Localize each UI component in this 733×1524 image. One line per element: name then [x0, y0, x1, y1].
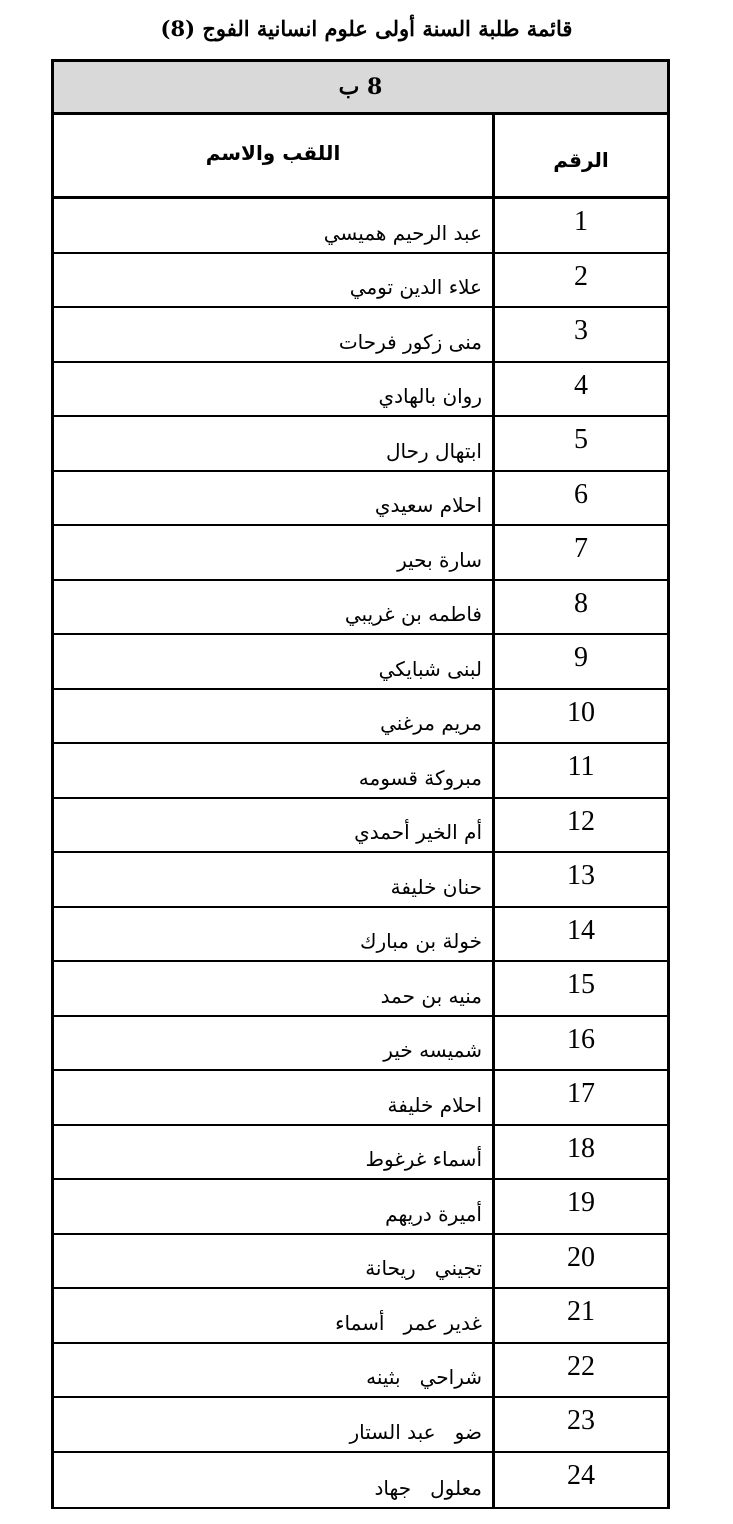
table-row [54, 1126, 667, 1181]
table-row [54, 1344, 667, 1399]
student-name: شراحي بثينه [366, 1365, 482, 1389]
table-row [54, 581, 667, 636]
student-name: علاء الدين تومي [349, 275, 482, 299]
student-number: 4 [492, 363, 667, 416]
student-number: 22 [492, 1344, 667, 1397]
table-row [54, 308, 667, 363]
student-name: لبنى شبايكي [378, 656, 482, 681]
table-row [54, 526, 667, 581]
student-name: ضو عبد الستار [349, 1419, 482, 1444]
student-name: غدير عمر أسماء [335, 1310, 482, 1335]
table-row [54, 363, 667, 418]
table-row [54, 635, 667, 690]
table-row [54, 908, 667, 963]
table-row [54, 254, 667, 309]
table-row [54, 1180, 667, 1235]
student-number: 9 [492, 635, 667, 688]
column-header-number: الرقم [492, 115, 667, 196]
student-name: مريم مرغني [380, 711, 482, 735]
student-number: 1 [492, 199, 667, 252]
student-name: حنان خليفة [390, 874, 482, 899]
group-header: 8 ب [54, 62, 667, 115]
student-number: 16 [492, 1017, 667, 1070]
student-name: احلام خليفة [387, 1092, 482, 1117]
student-number: 11 [492, 744, 667, 797]
student-number: 19 [492, 1180, 667, 1233]
table-row [54, 962, 667, 1017]
table-row [54, 417, 667, 472]
student-number: 7 [492, 526, 667, 579]
table-row [54, 1017, 667, 1072]
student-number: 8 [492, 581, 667, 634]
table-row [54, 1453, 667, 1508]
student-name: منيه بن حمد [380, 983, 482, 1008]
student-name: خولة بن مبارك [359, 929, 482, 953]
table-row [54, 472, 667, 527]
student-name: شميسه خير [383, 1038, 482, 1062]
student-number: 21 [492, 1289, 667, 1342]
student-number: 2 [492, 254, 667, 307]
column-header-name: اللقب والاسم [205, 140, 341, 165]
table-row [54, 853, 667, 908]
table-row [54, 1398, 667, 1453]
student-number: 24 [492, 1453, 667, 1508]
student-number: 3 [492, 308, 667, 361]
student-name: أم الخير أحمدي [354, 820, 482, 844]
student-number: 5 [492, 417, 667, 470]
student-name: معلول جهاد [374, 1476, 482, 1500]
student-number: 15 [492, 962, 667, 1015]
student-name: احلام سعيدي [374, 493, 482, 517]
table-row [54, 1289, 667, 1344]
student-name: أسماء غرغوط [365, 1147, 482, 1171]
page-title: قائمة طلبة السنة أولى علوم انسانية الفوج (8) [160, 16, 573, 41]
student-number: 12 [492, 799, 667, 852]
student-name: تجيني ريحانة [365, 1256, 482, 1280]
table-row [54, 799, 667, 854]
student-number: 13 [492, 853, 667, 906]
student-name: عبد الرحيم هميسي [323, 220, 482, 245]
student-number: 17 [492, 1071, 667, 1124]
student-name: فاطمه بن غريبي [344, 602, 482, 626]
student-number: 14 [492, 908, 667, 961]
student-number: 23 [492, 1398, 667, 1451]
student-name: أميرة دريهم [385, 1201, 482, 1226]
student-name: منى زكور فرحات [338, 329, 482, 354]
table-row [54, 199, 667, 254]
student-name: مبروكة قسومه [358, 765, 482, 790]
student-number: 6 [492, 472, 667, 525]
student-name: روان بالهادي [378, 384, 482, 408]
table-row [54, 744, 667, 799]
student-name: ابتهال رحال [385, 438, 482, 463]
table-row [54, 1235, 667, 1290]
student-name: سارة بحير [397, 547, 482, 572]
table-header-row [54, 115, 667, 199]
student-number: 20 [492, 1235, 667, 1288]
student-number: 10 [492, 690, 667, 743]
student-table [51, 59, 670, 1509]
table-row [54, 1071, 667, 1126]
table-row [54, 690, 667, 745]
student-number: 18 [492, 1126, 667, 1179]
table-body [54, 199, 667, 1507]
